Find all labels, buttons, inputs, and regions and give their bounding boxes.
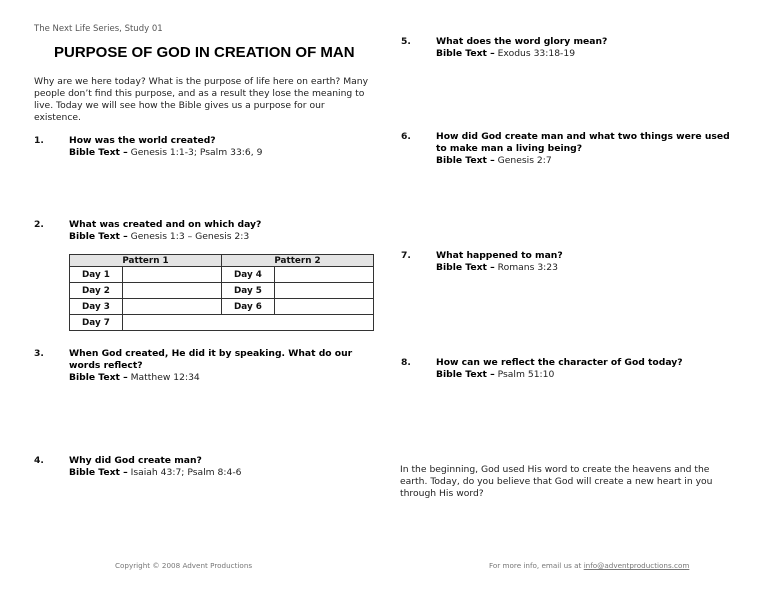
bible-reference: Exodus 33:18-19 xyxy=(497,48,576,59)
day-label: Day 6 xyxy=(222,299,275,315)
answer-cell[interactable] xyxy=(275,267,374,283)
bible-text-label: Bible Text – xyxy=(69,467,128,478)
answer-cell[interactable] xyxy=(123,315,374,331)
table-row xyxy=(70,299,374,315)
question-text: What does the word glory mean? xyxy=(436,36,608,47)
bible-text-label: Bible Text – xyxy=(436,369,495,380)
intro-paragraph: Why are we here today? What is the purpose of life here on earth? Many people don’t find this purpose, and as a result they lose the meaning to live. Today we will see how the Bible gives us a purpose for our existence. xyxy=(34,76,369,123)
bible-reference: Genesis 1:1-3; Psalm 33:6, 9 xyxy=(130,147,263,158)
pattern-2-header: Pattern 2 xyxy=(222,255,374,267)
bible-text-label: Bible Text – xyxy=(436,262,495,273)
day-label: Day 1 xyxy=(70,267,123,283)
email-link[interactable]: info@adventproductions.com xyxy=(583,561,690,570)
answer-cell[interactable] xyxy=(123,283,222,299)
day-label: Day 4 xyxy=(222,267,275,283)
page-title: PURPOSE OF GOD IN CREATION OF MAN xyxy=(54,44,355,61)
answer-cell[interactable] xyxy=(123,299,222,315)
bible-reference: Romans 3:23 xyxy=(497,262,558,273)
question-text: When God created, He did it by speaking. What do our words reflect? xyxy=(69,348,353,371)
day-label: Day 2 xyxy=(70,283,123,299)
question-text: What was created and on which day? xyxy=(69,219,262,230)
contact-prefix: For more info, email us at xyxy=(489,561,582,570)
question-number: 1. xyxy=(34,135,44,146)
bible-text-label: Bible Text – xyxy=(69,372,128,383)
bible-text-label: Bible Text – xyxy=(69,231,128,242)
day-label: Day 5 xyxy=(222,283,275,299)
bible-reference: Matthew 12:34 xyxy=(130,372,200,383)
answer-cell[interactable] xyxy=(275,299,374,315)
question-number: 6. xyxy=(401,131,411,142)
bible-reference: Genesis 1:3 – Genesis 2:3 xyxy=(130,231,250,242)
question-number: 3. xyxy=(34,348,44,359)
bible-text-label: Bible Text – xyxy=(436,155,495,166)
pattern-1-header: Pattern 1 xyxy=(70,255,222,267)
bible-reference: Psalm 51:10 xyxy=(497,369,555,380)
question-number: 2. xyxy=(34,219,44,230)
table-row xyxy=(70,267,374,283)
copyright-footer: Copyright © 2008 Advent Productions xyxy=(115,561,253,570)
question-number: 7. xyxy=(401,250,411,261)
bible-text-label: Bible Text – xyxy=(436,48,495,59)
contact-footer xyxy=(489,561,689,570)
bible-reference: Genesis 2:7 xyxy=(497,155,552,166)
answer-cell[interactable] xyxy=(123,267,222,283)
bible-reference: Isaiah 43:7; Psalm 8:4-6 xyxy=(130,467,242,478)
question-number: 8. xyxy=(401,357,411,368)
question-text: How can we reflect the character of God today? xyxy=(436,357,683,368)
day-label: Day 7 xyxy=(70,315,123,331)
question-text: What happened to man? xyxy=(436,250,563,261)
question-text: How did God create man and what two things were used to make man a living being? xyxy=(436,131,730,154)
question-text: Why did God create man? xyxy=(69,455,202,466)
table-row xyxy=(70,283,374,299)
creation-days-table xyxy=(69,254,374,331)
question-number: 4. xyxy=(34,455,44,466)
day-label: Day 3 xyxy=(70,299,123,315)
closing-paragraph: In the beginning, God used His word to create the heavens and the earth. Today, do you believe that God will create a new heart in you through His word? xyxy=(400,464,713,499)
table-row xyxy=(70,315,374,331)
series-label: The Next Life Series, Study 01 xyxy=(34,24,163,34)
table-header-row xyxy=(70,255,374,267)
question-text: How was the world created? xyxy=(69,135,216,146)
bible-text-label: Bible Text – xyxy=(69,147,128,158)
answer-cell[interactable] xyxy=(275,283,374,299)
question-number: 5. xyxy=(401,36,411,47)
